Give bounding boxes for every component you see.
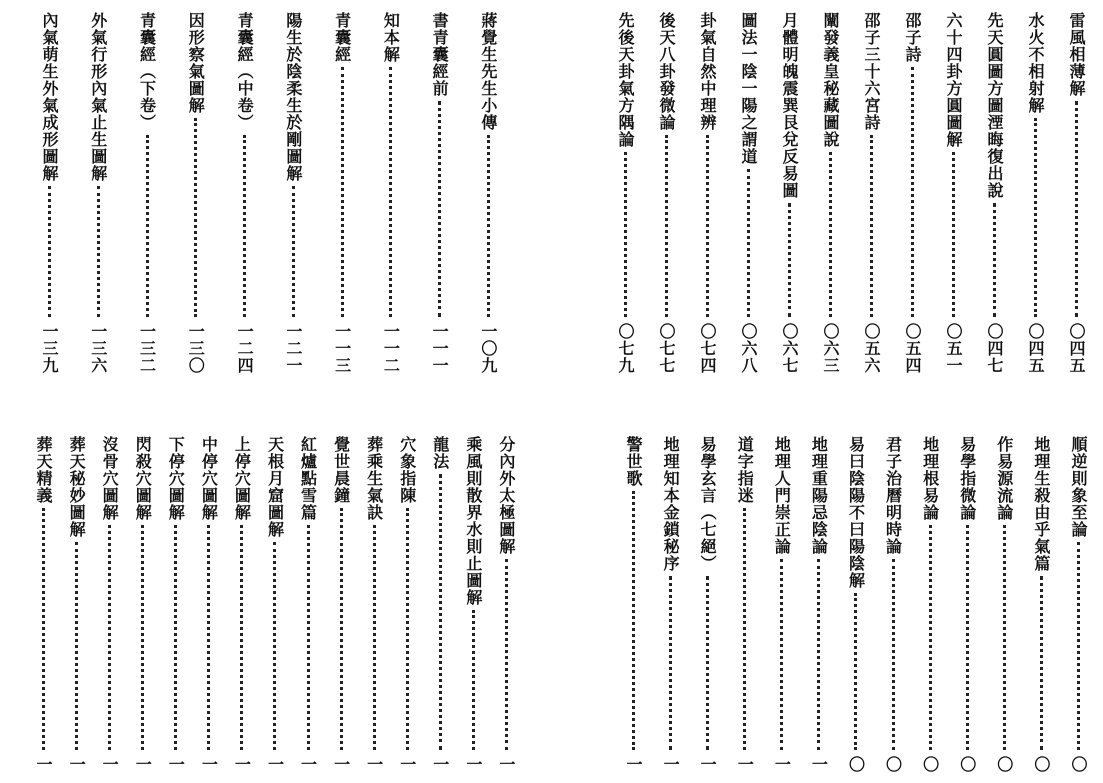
dot-leader: [743, 508, 746, 750]
toc-entry[interactable]: [805, 436, 832, 783]
toc-entry-title: 天根月窟圖解: [265, 436, 285, 538]
dot-leader: [174, 525, 177, 750]
toc-entry[interactable]: [731, 436, 758, 783]
toc-entry-title: 易曰陰陽不曰陽陰解: [846, 436, 866, 589]
toc-entry-page-number: 一〇九: [478, 323, 498, 374]
toc-entry-title: 六十四卦方圓圖解: [944, 12, 963, 148]
dot-leader: [373, 525, 376, 750]
toc-column-block-top-left: [36, 12, 502, 404]
toc-entry-page-number: 〇七九: [616, 323, 635, 374]
toc-entry-title: 雷風相薄解: [1067, 12, 1086, 97]
toc-entry-title: 後天八卦發微論: [657, 12, 676, 131]
toc-entry[interactable]: [620, 436, 647, 783]
dot-leader: [48, 186, 51, 317]
toc-entry-title: 地理根易論: [920, 436, 940, 521]
toc-entry-page-number: 一: [232, 756, 252, 773]
toc-entry[interactable]: [954, 436, 981, 783]
dot-leader: [829, 152, 832, 317]
toc-entry[interactable]: [899, 12, 926, 404]
toc-entry-page-number: 〇: [994, 756, 1014, 773]
toc-entry[interactable]: [858, 12, 885, 404]
toc-entry-page-number: 一: [133, 756, 153, 773]
toc-entry-page-number: 一: [298, 756, 318, 773]
dot-leader: [747, 169, 750, 317]
toc-entry-title: 覺世晨鐘: [331, 436, 351, 504]
dot-leader: [1077, 542, 1080, 750]
toc-entry[interactable]: [96, 436, 123, 783]
toc-entry-page-number: 一: [698, 756, 718, 773]
dot-leader: [207, 525, 210, 750]
toc-entry-page-number: 一: [166, 756, 186, 773]
toc-entry-title: 書青囊經前: [430, 12, 450, 97]
toc-entry[interactable]: [475, 12, 502, 404]
toc-entry-page-number: 一: [265, 756, 285, 773]
toc-entry-title: 邵子三十六宮詩: [862, 12, 881, 131]
toc-entry-title: 蔣覺生先生小傳: [478, 12, 498, 131]
toc-entry-page-number: 一三九: [40, 323, 59, 374]
toc-entry-title: 邵子詩: [903, 12, 922, 63]
dot-leader: [929, 525, 932, 750]
toc-entry-page-number: 一三二: [137, 323, 157, 374]
toc-entry[interactable]: [612, 12, 639, 404]
toc-entry-title: 知本解: [381, 12, 401, 63]
toc-entry[interactable]: [261, 436, 288, 783]
toc-entry-page-number: 一: [397, 756, 417, 773]
toc-entry-title: 地理重陽忌陰論: [809, 436, 829, 555]
toc-entry-title: 分內外太極圖解: [496, 436, 516, 555]
toc-entry-title: 外氣行形內氣止生圖解: [88, 12, 108, 182]
toc-entry-page-number: 〇五六: [862, 323, 881, 374]
toc-entry[interactable]: [377, 12, 404, 404]
toc-entry[interactable]: [295, 436, 322, 783]
toc-entry[interactable]: [231, 12, 258, 404]
dot-leader: [706, 576, 709, 750]
toc-entry-title: 青囊經: [332, 12, 352, 63]
toc-entry-title: 葬乘生氣訣: [364, 436, 384, 521]
toc-entry-page-number: 〇: [1031, 756, 1051, 773]
toc-entry[interactable]: [694, 436, 721, 783]
toc-entry-page-number: 一: [463, 756, 483, 773]
toc-entry-page-number: 〇七七: [657, 323, 676, 374]
toc-entry[interactable]: [63, 436, 90, 783]
toc-entry-page-number: 〇六七: [780, 323, 799, 374]
dot-leader: [1034, 118, 1037, 317]
toc-entry[interactable]: [981, 12, 1008, 404]
toc-entry-title: 地理知本金鎖秘序: [661, 436, 681, 572]
toc-entry[interactable]: [1022, 12, 1049, 404]
toc-entry-title: 因形察氣圖解: [186, 12, 206, 114]
dot-leader: [240, 525, 243, 750]
toc-entry[interactable]: [940, 12, 967, 404]
toc-entry-page-number: 一: [34, 756, 53, 773]
toc-entry[interactable]: [129, 436, 156, 783]
toc-entry[interactable]: [85, 12, 112, 404]
toc-entry-page-number: 一: [430, 756, 450, 773]
toc-entry-title: 地理生殺由乎氣篇: [1031, 436, 1051, 572]
toc-entry-page-number: 〇: [920, 756, 940, 773]
toc-entry-page-number: 一三六: [88, 323, 108, 374]
toc-entry-title: 紅爐點雪篇: [298, 436, 318, 521]
toc-entry[interactable]: [776, 12, 803, 404]
toc-entry-title: 易學指微論: [957, 436, 977, 521]
toc-entry-title: 穴象指陳: [397, 436, 417, 504]
dot-leader: [141, 525, 144, 750]
toc-entry[interactable]: [182, 12, 209, 404]
toc-entry-title: 青囊經（中卷）: [235, 12, 255, 131]
toc-entry-page-number: 一一二: [381, 323, 401, 374]
dot-leader: [439, 474, 442, 750]
toc-entry[interactable]: [817, 12, 844, 404]
toc-entry[interactable]: [36, 12, 63, 404]
toc-entry[interactable]: [394, 436, 421, 783]
toc-entry[interactable]: [735, 12, 762, 404]
toc-entry-page-number: 〇六三: [821, 323, 840, 374]
dot-leader: [706, 135, 709, 317]
dot-leader: [911, 67, 914, 317]
toc-entry[interactable]: [694, 12, 721, 404]
toc-entry-title: 青囊經（下卷）: [137, 12, 157, 131]
toc-entry-page-number: 〇六八: [739, 323, 758, 374]
toc-entry-title: 乘風則散界水則止圖解: [463, 436, 483, 606]
toc-entry-page-number: 一: [100, 756, 120, 773]
toc-entry-page-number: 一: [364, 756, 384, 773]
dot-leader: [952, 152, 955, 317]
toc-entry-page-number: 一一一: [430, 323, 450, 374]
dot-leader: [307, 525, 310, 750]
toc-entry-page-number: 〇四五: [1026, 323, 1045, 374]
toc-entry-page-number: 〇七四: [698, 323, 717, 374]
toc-entry[interactable]: [880, 436, 907, 783]
dot-leader: [1003, 525, 1006, 750]
dot-leader: [487, 135, 490, 317]
toc-entry-title: 水火不相射解: [1026, 12, 1045, 114]
toc-entry[interactable]: [30, 436, 57, 783]
dot-leader: [273, 542, 276, 750]
toc-entry-page-number: 〇: [883, 756, 903, 773]
toc-entry-title: 易學玄言（七絕）: [698, 436, 718, 572]
dot-leader: [340, 508, 343, 750]
toc-entry[interactable]: [361, 436, 388, 783]
dot-leader: [406, 508, 409, 750]
toc-entry[interactable]: [280, 12, 307, 404]
dot-leader: [1075, 101, 1078, 317]
dot-leader: [669, 576, 672, 750]
dot-leader: [993, 203, 996, 317]
toc-entry[interactable]: [195, 436, 222, 783]
toc-entry[interactable]: [657, 436, 684, 783]
dot-leader: [389, 67, 392, 317]
toc-entry[interactable]: [329, 12, 356, 404]
toc-entry[interactable]: [427, 436, 454, 783]
toc-entry-page-number: 〇: [846, 756, 866, 773]
toc-entry-title: 闡發義皇秘藏圖說: [821, 12, 840, 148]
toc-entry-page-number: 一: [735, 756, 755, 773]
toc-entry-title: 君子治曆明時論: [883, 436, 903, 555]
toc-entry-page-number: 一: [772, 756, 792, 773]
toc-entry[interactable]: [1065, 436, 1092, 783]
dot-leader: [292, 186, 295, 317]
dot-leader: [438, 101, 441, 317]
toc-column-block-bottom-right: [620, 436, 1092, 783]
toc-entry-title: 地理人門崇正論: [772, 436, 792, 555]
toc-entry-page-number: 〇四五: [1067, 323, 1086, 374]
toc-entry-page-number: 一: [809, 756, 829, 773]
toc-column-block-top-right: [612, 12, 1090, 404]
toc-entry[interactable]: [228, 436, 255, 783]
toc-column-block-bottom-left: [30, 436, 520, 783]
dot-leader: [632, 491, 635, 750]
toc-entry-title: 沒骨穴圖解: [100, 436, 120, 521]
toc-entry-page-number: 一: [661, 756, 681, 773]
toc-entry-title: 內氣萌生外氣成形圖解: [40, 12, 59, 182]
toc-entry-title: 龍法: [430, 436, 450, 470]
dot-leader: [472, 610, 475, 750]
toc-entry-title: 警世歌: [624, 436, 643, 487]
toc-entry-page-number: 一三〇: [186, 323, 206, 374]
toc-entry[interactable]: [768, 436, 795, 783]
dot-leader: [97, 186, 100, 317]
dot-leader: [108, 525, 111, 750]
toc-entry-page-number: 〇五四: [903, 323, 922, 374]
toc-entry-page-number: 一: [624, 756, 643, 773]
toc-entry-page-number: 〇: [957, 756, 977, 773]
toc-entry-title: 葬天精義: [34, 436, 53, 504]
toc-entry[interactable]: [917, 436, 944, 783]
toc-entry-title: 先天圓圖方圖湮晦復出說: [985, 12, 1004, 199]
toc-entry-title: 陽生於陰柔生於剛圖解: [283, 12, 303, 182]
dot-leader: [146, 135, 149, 317]
toc-entry[interactable]: [460, 436, 487, 783]
toc-entry[interactable]: [162, 436, 189, 783]
toc-entry-title: 下停穴圖解: [166, 436, 186, 521]
toc-entry-title: 卦氣自然中理辨: [698, 12, 717, 131]
dot-leader: [966, 525, 969, 750]
dot-leader: [42, 508, 45, 750]
toc-entry[interactable]: [426, 12, 453, 404]
toc-entry-title: 作易源流論: [994, 436, 1014, 521]
dot-leader: [788, 203, 791, 317]
toc-entry-title: 葬天秘妙圖解: [67, 436, 87, 538]
toc-entry-title: 月體明魄震巽艮兌反易圖: [780, 12, 799, 199]
dot-leader: [624, 152, 627, 317]
toc-entry-title: 先後天卦氣方隅論: [616, 12, 635, 148]
dot-leader: [505, 559, 508, 750]
toc-entry-page-number: 〇: [1068, 756, 1088, 773]
dot-leader: [243, 135, 246, 317]
toc-entry[interactable]: [842, 436, 869, 783]
toc-entry-title: 上停穴圖解: [232, 436, 252, 521]
toc-entry[interactable]: [991, 436, 1018, 783]
toc-entry[interactable]: [653, 12, 680, 404]
toc-entry-page-number: 一二一: [283, 323, 303, 374]
toc-entry[interactable]: [1063, 12, 1090, 404]
toc-entry[interactable]: [328, 436, 355, 783]
toc-entry-page-number: 一: [496, 756, 516, 773]
toc-entry-page-number: 一: [199, 756, 219, 773]
dot-leader: [854, 593, 857, 750]
toc-entry-title: 順逆則象至論: [1068, 436, 1088, 538]
toc-entry-title: 道字指迷: [735, 436, 755, 504]
toc-entry[interactable]: [1028, 436, 1055, 783]
dot-leader: [341, 67, 344, 317]
toc-entry-page-number: 一: [331, 756, 351, 773]
dot-leader: [870, 135, 873, 317]
toc-entry[interactable]: [493, 436, 520, 783]
toc-entry-title: 閃殺穴圖解: [133, 436, 153, 521]
dot-leader: [817, 559, 820, 750]
dot-leader: [780, 559, 783, 750]
toc-entry-title: 圖法一陰一陽之謂道: [739, 12, 758, 165]
toc-entry-page-number: 一: [67, 756, 87, 773]
toc-entry-page-number: 〇四七: [985, 323, 1004, 374]
dot-leader: [194, 118, 197, 317]
toc-entry-page-number: 一一三: [332, 323, 352, 374]
toc-entry-page-number: 一二四: [235, 323, 255, 374]
dot-leader: [665, 135, 668, 317]
toc-entry[interactable]: [134, 12, 161, 404]
toc-entry-page-number: 〇五一: [944, 323, 963, 374]
dot-leader: [75, 542, 78, 750]
toc-entry-title: 中停穴圖解: [199, 436, 219, 521]
dot-leader: [892, 559, 895, 750]
dot-leader: [1040, 576, 1043, 750]
